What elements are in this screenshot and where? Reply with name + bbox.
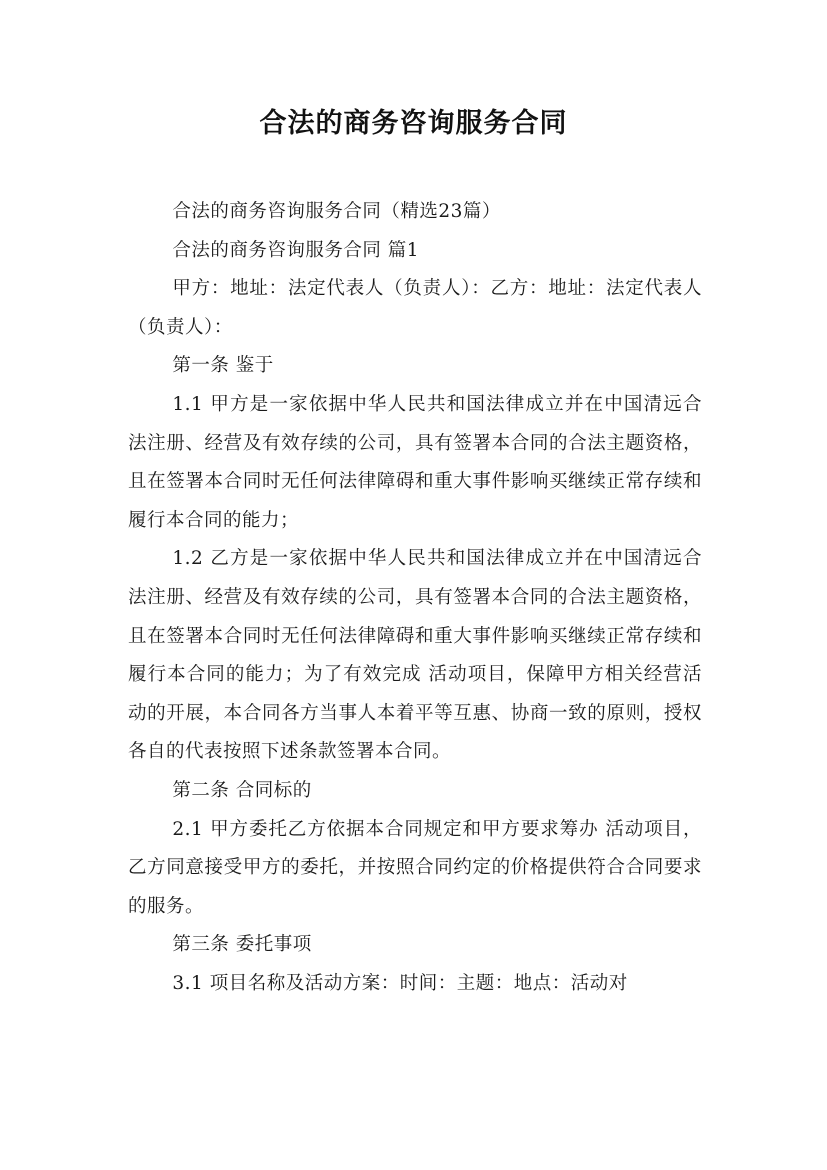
paragraph-clause-1-2: 1.2 乙方是一家依据中华人民共和国法律成立并在中国清远合法注册、经营及有效存续的公司，具有签署本合同的合法主题资格，且在签署本合同时无任何法律障碍和重大事件影响买继续正常存续和履行本合同的能力；为了有效完成 活动项目，保障甲方相关经营活动的开展，本合同各方当事人本着平等互惠、协商一致的原则，授权各自的代表按照下述条款签署本合同。 (128, 548, 702, 763)
paragraph-section-heading: 合法的商务咨询服务合同 篇1 (172, 239, 420, 261)
paragraph-subtitle: 合法的商务咨询服务合同（精选23篇） (172, 201, 501, 222)
paragraph-clause-3-1: 3.1 项目名称及活动方案：时间：主题：地点：活动对 (172, 972, 628, 994)
paragraph-article-1-heading: 第一条 鉴于 (172, 355, 274, 377)
paragraph-article-3-heading: 第三条 委托事项 (172, 934, 312, 956)
paragraph-article-2-heading: 第二条 合同标的 (172, 779, 312, 801)
paragraph-parties: 甲方：地址：法定代表人（负责人）：乙方：地址：法定代表人（负责人）： (128, 278, 702, 338)
paragraph-clause-2-1: 2.1 甲方委托乙方依据本合同规定和甲方要求筹办 活动项目，乙方同意接受甲方的委托，并按照合同约定的价格提供符合合同要求的服务。 (128, 818, 702, 917)
document-body (128, 193, 702, 1003)
document-title: 合法的商务咨询服务合同 (259, 108, 568, 139)
paragraph-clause-1-1: 1.1 甲方是一家依据中华人民共和国法律成立并在中国清远合法注册、经营及有效存续的公司，具有签署本合同的合法主题资格，且在签署本合同时无任何法律障碍和重大事件影响买继续正常存续和履行本合同的能力； (128, 393, 702, 531)
